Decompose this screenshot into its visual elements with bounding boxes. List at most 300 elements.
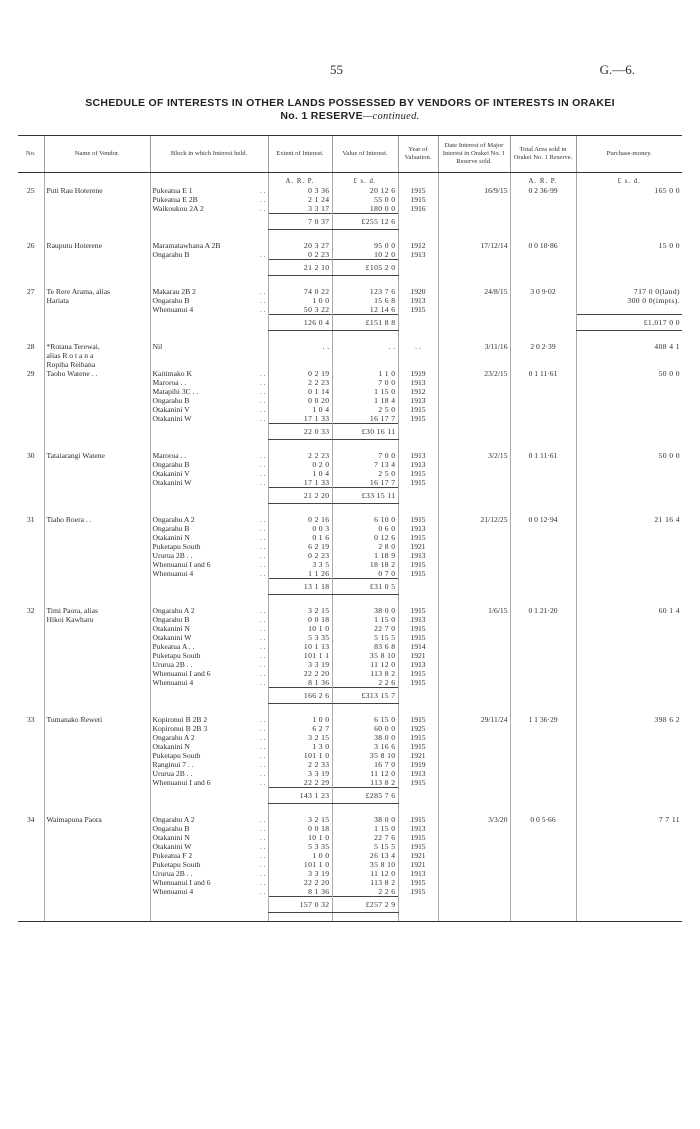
table-row [18,824,682,833]
area-cell [510,669,576,678]
date-cell [438,296,510,305]
extent-cell: 0 0 18 [268,824,332,833]
year-cell: 1915 [398,515,438,524]
vendor-name [44,824,150,833]
leader-dots: . . [259,778,266,787]
leader-dots: . . [259,369,266,378]
year-cell: 1915 [398,186,438,195]
area-cell [510,351,576,360]
leader-dots: . . [259,569,266,578]
extent-cell: 10 1 0 [268,624,332,633]
block-label: Whenuanui I and 6 [152,560,211,569]
leader-dots: . . [259,815,266,824]
extent-cell: 101 1 1 [268,651,332,660]
block-label: Ongarahu A 2 [152,515,195,524]
row-number [18,360,44,369]
subtotal-value: £255 12 6 [332,214,398,230]
year-cell: 1915 [398,778,438,788]
table-row [18,469,682,478]
vendor-name [44,678,150,688]
table-row [18,751,682,760]
table-row [18,869,682,878]
row-number [18,378,44,387]
empty-cell [398,579,438,595]
purchase-cell [576,751,682,760]
block-name [150,851,268,860]
date-cell [438,405,510,414]
empty-cell [44,897,150,913]
year-cell [398,360,438,369]
extent-cell: 3 3 19 [268,769,332,778]
value-cell: 2 2 6 [332,887,398,897]
empty-cell [438,424,510,440]
subtotal-row [18,788,682,804]
row-number: 28 [26,342,35,351]
table-row [18,769,682,778]
date-cell [438,724,510,733]
area-cell [510,851,576,860]
purchase-cell [576,460,682,469]
empty-cell [44,488,150,504]
leader-dots: . . [259,405,266,414]
empty-cell [510,788,576,804]
area-cell [510,305,576,315]
empty-cell [150,260,268,276]
purchase-cell: 717 0 0(land) [576,287,682,296]
purchase-cell [576,569,682,579]
block-name [150,633,268,642]
extent-cell: 1 0 0 [268,296,332,305]
area-cell: 0 1 11·61 [510,451,576,460]
extent-cell [268,351,332,360]
block-name [150,869,268,878]
empty-cell [44,688,150,704]
date-cell [438,195,510,204]
area-cell [510,842,576,851]
year-cell: 1921 [398,651,438,660]
empty-cell [398,260,438,276]
vendor-name: Taoho Watene . . [44,369,150,378]
row-number [18,405,44,414]
empty-cell [44,260,150,276]
year-cell: 1915 [398,533,438,542]
value-cell: 2 5 0 [332,405,398,414]
empty-cell [150,788,268,804]
block-label: Maroroa . . [152,378,187,387]
purchase-cell [576,351,682,360]
date-cell [438,305,510,315]
table-row [18,396,682,405]
block-label: Otakanini V [152,405,190,414]
area-cell [510,551,576,560]
subtotal-extent: 126 0 4 [268,315,332,331]
block-label: Otakanini V [152,469,190,478]
extent-cell: 0 2 0 [268,460,332,469]
vendor-name [44,542,150,551]
col-header-year: Year of Valuation. [398,136,438,173]
row-number [18,887,44,897]
vendor-name [44,887,150,897]
vendor-name [44,751,150,760]
block-label: Ongarahu A 2 [152,815,195,824]
purchase-cell: 7 7 11 [576,815,682,824]
area-cell [510,569,576,579]
leader-dots: . . [259,769,266,778]
units-purchase: £ s. d. [576,173,682,187]
table-row [18,351,682,360]
year-cell: 1925 [398,724,438,733]
block-label: Otakanini W [152,633,192,642]
value-cell: 7 0 0 [332,378,398,387]
area-cell [510,533,576,542]
leader-dots: . . [259,842,266,851]
date-cell [438,469,510,478]
block-label: Puketapu South [152,651,201,660]
block-label: Ranginui 7 . . [152,760,194,769]
value-cell: 38 0 0 [332,815,398,824]
block-label: Otakanini W [152,842,192,851]
value-cell: 1 1 0 [332,369,398,378]
page-header [0,62,700,78]
area-cell [510,250,576,260]
purchase-cell [576,524,682,533]
extent-cell: . . [268,342,332,351]
vendor-name [44,742,150,751]
vendor-name [44,760,150,769]
empty-cell [510,688,576,704]
empty-cell [438,788,510,804]
leader-dots: . . [259,651,266,660]
subtotal-row [18,488,682,504]
year-cell [398,351,438,360]
row-number [18,669,44,678]
extent-cell: 0 1 6 [268,533,332,542]
units-row [18,173,682,187]
extent-cell: 3 2 15 [268,733,332,742]
vendor-name [44,387,150,396]
table-row [18,842,682,851]
leader-dots: . . [259,387,266,396]
purchase-cell [576,560,682,569]
block-name [150,241,268,250]
leader-dots: . . [259,869,266,878]
table-row [18,195,682,204]
vendor-name [44,460,150,469]
vendor-name: Hariata [44,296,150,305]
area-cell [510,733,576,742]
area-cell [510,860,576,869]
spacer-row [18,804,682,816]
row-number [18,651,44,660]
block-label: Otakanini W [152,478,192,487]
block-label: Pukeatua F 2 [152,851,193,860]
year-cell: 1921 [398,851,438,860]
subtotal-row [18,897,682,913]
vendor-name: Tataiarangi Watene [44,451,150,460]
table-row [18,241,682,250]
extent-cell: 74 0 22 [268,287,332,296]
extent-cell: 0 3 36 [268,186,332,195]
empty-cell [150,897,268,913]
block-label: Puketapu South [152,751,201,760]
year-cell: 1915 [398,478,438,488]
vendor-name [44,669,150,678]
block-name [150,287,268,296]
spacer-row [18,276,682,288]
value-cell: 95 0 0 [332,241,398,250]
block-label: Maramatawhana A 2B [152,241,221,250]
subtotal-purchase [576,488,682,504]
purchase-cell [576,778,682,788]
year-cell: 1921 [398,860,438,869]
purchase-cell [576,542,682,551]
year-cell: 1913 [398,824,438,833]
block-name [150,469,268,478]
col-header-area: Total Area sold in Orakei No. 1 Reserve. [510,136,576,173]
row-number: 34 [26,815,35,824]
leader-dots: . . [259,378,266,387]
empty-cell [150,424,268,440]
year-cell: 1913 [398,660,438,669]
area-cell [510,360,576,369]
date-cell [438,360,510,369]
leader-dots: . . [259,678,266,687]
year-cell: 1921 [398,751,438,760]
spacer-row [18,331,682,343]
table-row [18,733,682,742]
block-name [150,378,268,387]
table-row [18,624,682,633]
block-name [150,305,268,315]
block-name [150,524,268,533]
subtotal-purchase [576,579,682,595]
block-label: Pukeatua A . . [152,642,195,651]
row-number: 26 [26,241,35,250]
purchase-cell [576,869,682,878]
value-cell: 11 12 0 [332,769,398,778]
year-cell: 1915 [398,815,438,824]
block-label: Ongarahu B [152,615,190,624]
leader-dots: . . [259,195,266,204]
vendor-name: Waimapuna Paora [44,815,150,824]
leader-dots: . . [259,560,266,569]
area-cell [510,742,576,751]
purchase-cell [576,533,682,542]
empty-cell [510,579,576,595]
extent-cell: 5 3 35 [268,633,332,642]
empty-cell [18,315,44,331]
row-number: 33 [26,715,35,724]
row-number: 32 [26,606,35,615]
year-cell: 1915 [398,469,438,478]
date-cell: 16/9/15 [438,186,510,195]
value-cell: . . [332,342,398,351]
block-name [150,460,268,469]
block-name [150,515,268,524]
year-cell: 1915 [398,633,438,642]
vendor-name [44,651,150,660]
area-cell: 3 0 9·02 [510,287,576,296]
block-name [150,533,268,542]
block-name [150,405,268,414]
block-name [150,842,268,851]
empty-cell [510,260,576,276]
row-number [18,478,44,488]
extent-cell: 1 3 0 [268,742,332,751]
year-cell: 1913 [398,250,438,260]
block-name [150,769,268,778]
value-cell: 35 8 10 [332,860,398,869]
row-number [18,351,44,360]
leader-dots: . . [259,642,266,651]
vendor-name: *Rotana Terewai, [44,342,150,351]
date-cell [438,204,510,214]
purchase-cell [576,878,682,887]
value-cell: 2 2 6 [332,678,398,688]
block-label: Nil [152,342,163,351]
area-cell [510,296,576,305]
area-cell [510,760,576,769]
area-cell: 2 0 2·39 [510,342,576,351]
date-cell: 23/2/15 [438,369,510,378]
table-row [18,204,682,214]
purchase-cell [576,860,682,869]
area-cell [510,642,576,651]
empty-cell [150,488,268,504]
leader-dots: . . [259,633,266,642]
spacer-row [18,440,682,452]
block-name [150,360,268,369]
subtotal-value: £285 7 6 [332,788,398,804]
vendor-name [44,851,150,860]
year-cell: 1915 [398,733,438,742]
subtotal-extent: 21 2 10 [268,260,332,276]
year-cell: 1915 [398,606,438,615]
row-number [18,414,44,424]
date-cell [438,733,510,742]
purchase-cell [576,414,682,424]
date-cell [438,851,510,860]
year-cell: 1915 [398,414,438,424]
extent-cell: 50 3 22 [268,305,332,315]
extent-cell: 0 0 3 [268,524,332,533]
table-row [18,742,682,751]
area-cell [510,751,576,760]
block-label: Whenuanui 4 [152,887,194,896]
table-row [18,524,682,533]
value-cell: 6 15 0 [332,715,398,724]
purchase-cell [576,378,682,387]
block-label: Otakanini N [152,742,190,751]
value-cell: 3 16 6 [332,742,398,751]
area-cell [510,387,576,396]
row-number [18,560,44,569]
area-cell [510,887,576,897]
title-continued: —continued. [362,111,420,122]
block-name [150,387,268,396]
year-cell: 1913 [398,524,438,533]
block-name [150,186,268,195]
date-cell [438,742,510,751]
extent-cell: 22 2 20 [268,878,332,887]
date-cell [438,387,510,396]
row-number [18,624,44,633]
empty-cell [438,260,510,276]
table-row [18,760,682,769]
purchase-cell [576,887,682,897]
empty-cell [438,315,510,331]
block-label: Otakanini N [152,533,190,542]
empty-cell [398,897,438,913]
year-cell: 1913 [398,869,438,878]
purchase-cell: 50 0 0 [576,369,682,378]
purchase-cell [576,824,682,833]
subtotal-value: £257 2 9 [332,897,398,913]
year-cell: 1915 [398,878,438,887]
table-row [18,369,682,378]
purchase-cell [576,469,682,478]
date-cell [438,769,510,778]
subtotal-purchase [576,260,682,276]
value-cell: 38 0 0 [332,733,398,742]
empty-cell [398,315,438,331]
block-label: Kopironui B 2B 3 [152,724,208,733]
date-cell [438,642,510,651]
empty-cell [510,488,576,504]
value-cell: 113 8 2 [332,778,398,788]
row-number [18,569,44,579]
year-cell: 1915 [398,569,438,579]
spacer-row [18,704,682,716]
purchase-cell: 15 0 0 [576,241,682,250]
vendor-name [44,860,150,869]
table-row [18,296,682,305]
extent-cell: 1 0 0 [268,715,332,724]
row-number [18,678,44,688]
row-number [18,742,44,751]
leader-dots: . . [259,833,266,842]
block-name [150,551,268,560]
extent-cell: 3 3 17 [268,204,332,214]
vendor-name [44,533,150,542]
empty-cell [150,688,268,704]
area-cell [510,560,576,569]
table-row [18,642,682,651]
empty-cell [18,579,44,595]
purchase-cell [576,204,682,214]
area-cell [510,824,576,833]
leader-dots: . . [259,551,266,560]
leader-dots: . . [259,760,266,769]
subtotal-extent: 7 0 37 [268,214,332,230]
area-cell [510,469,576,478]
date-cell [438,414,510,424]
table-row [18,287,682,296]
vendor-name [44,833,150,842]
area-cell: 0 0 12·94 [510,515,576,524]
area-cell [510,615,576,624]
extent-cell: 2 2 23 [268,378,332,387]
vendor-name: Ropiha Reihana [44,360,150,369]
empty-cell [438,688,510,704]
block-name [150,724,268,733]
table-row [18,414,682,424]
leader-dots: . . [259,451,266,460]
col-header-vendor: Name of Vendor. [44,136,150,173]
leader-dots: . . [259,606,266,615]
area-cell [510,724,576,733]
leader-dots: . . [259,733,266,742]
